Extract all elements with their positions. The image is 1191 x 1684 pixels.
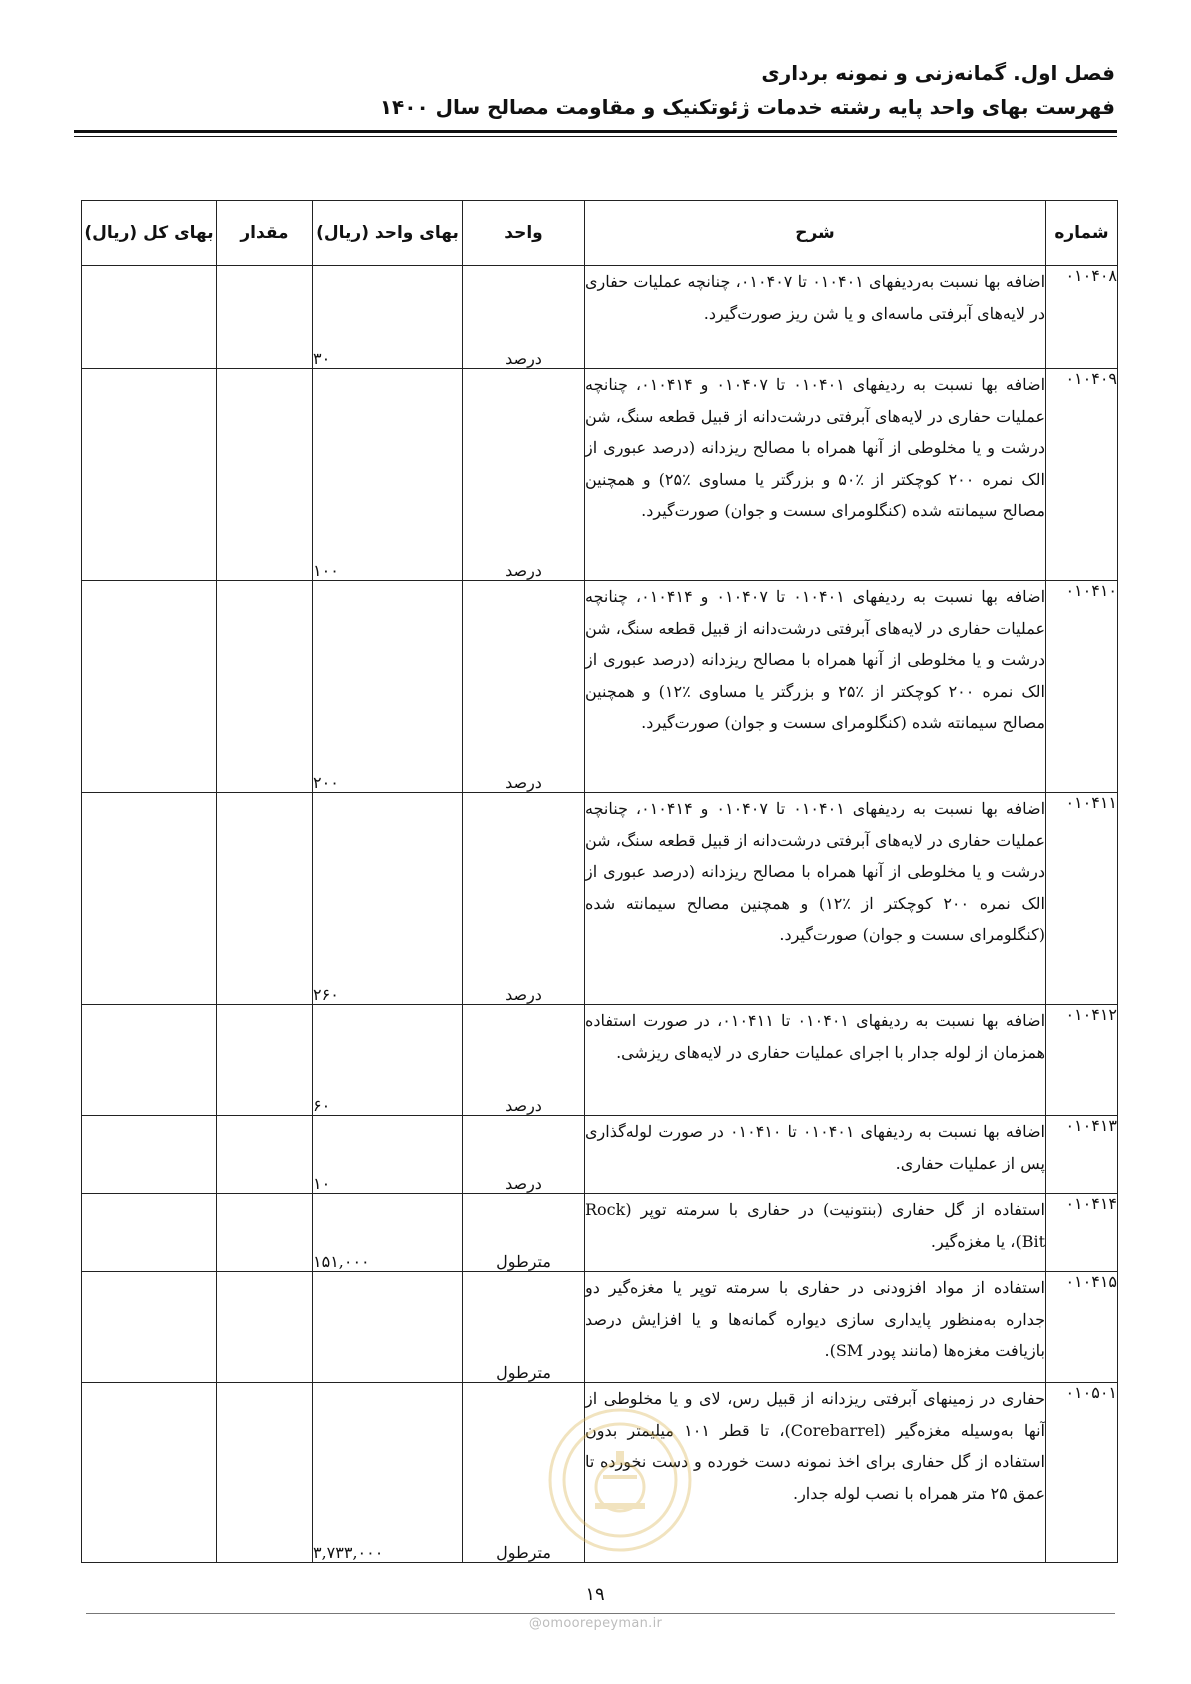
row-code: ۰۱۰۵۰۱ [1046,1383,1118,1563]
row-unit: درصد [463,266,585,369]
row-unit: درصد [463,581,585,793]
table-row [82,1005,1118,1116]
row-total-price [82,1272,217,1383]
chapter-title: فصل اول. گمانه‌زنی و نمونه برداری [761,61,1115,85]
row-unit: درصد [463,1116,585,1194]
row-quantity [217,369,313,581]
row-quantity [217,1116,313,1194]
row-total-price [82,1194,217,1272]
row-total-price [82,1005,217,1116]
table-row [82,793,1118,1005]
document-title: فهرست بهای واحد پایه رشته خدمات ژئوتکنیک و مقاومت مصالح سال ۱۴۰۰ [379,95,1115,119]
row-description: اضافه بها نسبت به ردیفهای ۰۱۰۴۰۱ تا ۰۱۰۴۰۷ و ۰۱۰۴۱۴، چنانچه عملیات حفاری در لایه‌های آبرفتی درشت‌دانه از قبیل قطعه سنگ، شن درشت و یا مخلوطی از آنها همراه با مصالح ریزدانه (درصد عبوری از الک نمره ۲۰۰ کوچکتر از ٪۱۲) و همچنین مصالح سیمانته شده (کنگلومرای سست و جوان) صورت‌گیرد. [585,793,1046,1005]
footer-watermark-site: @omoorepeyman.ir [528,1616,663,1631]
row-unit-price: ۱۵۱,۰۰۰ [313,1194,463,1272]
row-quantity [217,1194,313,1272]
row-quantity [217,793,313,1005]
row-unit: درصد [463,369,585,581]
page-header [76,56,1115,124]
header-rule-thin [74,136,1117,137]
row-unit: درصد [463,793,585,1005]
row-unit: مترطول [463,1272,585,1383]
row-unit-price: ۱۰ [313,1116,463,1194]
row-description: اضافه بها نسبت به ردیفهای ۰۱۰۴۰۱ تا ۰۱۰۴۰۷ و ۰۱۰۴۱۴، چنانچه عملیات حفاری در لایه‌های آبرفتی درشت‌دانه از قبیل قطعه سنگ، شن درشت و یا مخلوطی از آنها همراه با مصالح ریزدانه (درصد عبوری از الک نمره ۲۰۰ کوچکتر از ٪۲۵ و بزرگتر یا مساوی ٪۱۲) و همچنین مصالح سیمانته شده (کنگلومرای سست و جوان) صورت‌گیرد. [585,581,1046,793]
row-description: استفاده از مواد افزودنی در حفاری با سرمته توپر یا مغزه‌گیر دو جداره به‌منظور پایداری سازی دیواره گمانه‌ها و یا افزایش درصد بازیافت مغزه‌ها (مانند پودر SM). [585,1272,1046,1383]
table-row [82,1272,1118,1383]
row-code: ۰۱۰۴۱۳ [1046,1116,1118,1194]
table-row [82,581,1118,793]
row-description: استفاده از گل حفاری (بنتونیت) در حفاری با سرمته توپر (Rock Bit)، یا مغزه‌گیر. [585,1194,1046,1272]
row-unit-price [313,1272,463,1383]
row-code: ۰۱۰۴۰۹ [1046,369,1118,581]
row-quantity [217,1005,313,1116]
row-description: اضافه بها نسبت به ردیفهای ۰۱۰۴۰۱ تا ۰۱۰۴۰۷ و ۰۱۰۴۱۴، چنانچه عملیات حفاری در لایه‌های آبرفتی درشت‌دانه از قبیل قطعه سنگ، شن درشت و یا مخلوطی از آنها همراه با مصالح ریزدانه (درصد عبوری از الک نمره ۲۰۰ کوچکتر از ٪۵۰ و بزرگتر یا مساوی ٪۲۵) و همچنین مصالح سیمانته شده (کنگلومرای سست و جوان) صورت‌گیرد. [585,369,1046,581]
row-code: ۰۱۰۴۱۲ [1046,1005,1118,1116]
row-quantity [217,1383,313,1563]
column-header-quantity: مقدار [217,201,313,266]
column-header-description: شرح [585,201,1046,266]
table-row [82,1116,1118,1194]
header-rule-thick [74,130,1117,133]
row-unit-price: ۲۰۰ [313,581,463,793]
column-header-unit-price: بهای واحد (ریال) [313,201,463,266]
row-total-price [82,369,217,581]
row-unit: مترطول [463,1194,585,1272]
row-total-price [82,266,217,369]
row-quantity [217,266,313,369]
row-code: ۰۱۰۴۱۵ [1046,1272,1118,1383]
price-list-table [81,200,1118,1563]
row-quantity [217,581,313,793]
table-row [82,369,1118,581]
row-unit-price: ۱۰۰ [313,369,463,581]
footer-rule [86,1613,1115,1614]
row-description: اضافه بها نسبت به ردیفهای ۰۱۰۴۰۱ تا ۰۱۰۴۱۱، در صورت استفاده همزمان از لوله جدار با اجرای عملیات حفاری در لایه‌های ریزشی. [585,1005,1046,1116]
column-header-total-price: بهای کل (ریال) [82,201,217,266]
row-description: اضافه بها نسبت به‌ردیفهای ۰۱۰۴۰۱ تا ۰۱۰۴۰۷، چنانچه عملیات حفاری در لایه‌های آبرفتی ماسه‌ای و یا شن ریز صورت‌گیرد. [585,266,1046,369]
table-row [82,1383,1118,1563]
row-code: ۰۱۰۴۱۱ [1046,793,1118,1005]
row-total-price [82,793,217,1005]
row-unit-price: ۲۶۰ [313,793,463,1005]
row-total-price [82,1383,217,1563]
page-number: ۱۹ [585,1584,605,1605]
row-total-price [82,581,217,793]
row-unit-price: ۶۰ [313,1005,463,1116]
column-header-code: شماره [1046,201,1118,266]
row-code: ۰۱۰۴۱۴ [1046,1194,1118,1272]
row-unit: مترطول [463,1383,585,1563]
row-quantity [217,1272,313,1383]
row-unit-price: ۳,۷۳۳,۰۰۰ [313,1383,463,1563]
row-code: ۰۱۰۴۱۰ [1046,581,1118,793]
row-description: حفاری در زمینهای آبرفتی ریزدانه از قبیل رس، لای و یا مخلوطی از آنها به‌وسیله مغزه‌گیر (Corebarrel)، تا قطر ۱۰۱ میلیمتر بدون استفاده از گل حفاری برای اخذ نمونه دست خورده و دست نخورده تا عمق ۲۵ متر همراه با نصب لوله جدار. [585,1383,1046,1563]
row-description: اضافه بها نسبت به ردیفهای ۰۱۰۴۰۱ تا ۰۱۰۴۱۰ در صورت لوله‌گذاری پس از عملیات حفاری. [585,1116,1046,1194]
row-code: ۰۱۰۴۰۸ [1046,266,1118,369]
column-header-unit: واحد [463,201,585,266]
row-unit-price: ۳۰ [313,266,463,369]
table-header-row [82,201,1118,266]
table-row [82,1194,1118,1272]
row-total-price [82,1116,217,1194]
row-unit: درصد [463,1005,585,1116]
table-row [82,266,1118,369]
